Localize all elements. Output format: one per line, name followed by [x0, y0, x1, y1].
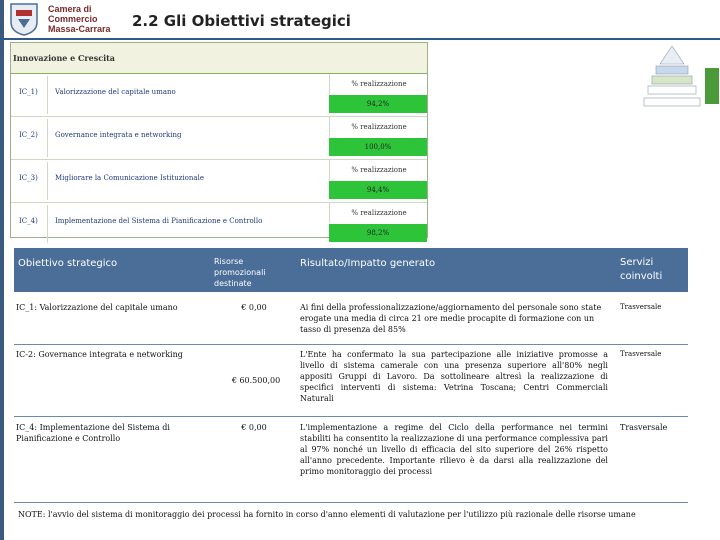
metric-value: 94,4% — [329, 181, 427, 199]
row1-services: Trasversale — [620, 303, 662, 311]
objectives-panel — [10, 42, 428, 238]
objective-label: Governance integrata e networking — [55, 131, 182, 139]
header-result: Risultato/Impatto generato — [300, 258, 436, 269]
objective-code: IC_4) — [19, 217, 38, 225]
objective-label: Implementazione del Sistema di Pianificazione e Controllo — [55, 217, 263, 225]
objective-row — [11, 203, 427, 245]
row3-services: Trasversale — [620, 423, 668, 432]
header-resources: Risorse promozionali destinate — [214, 257, 266, 288]
row3-result: L'implementazione a regime del Ciclo della performance nei termini stabiliti ha consentito la realizzazione di una performance complessiva pari al 97% nonché un livello di efficacia del sito superiore del 26% rispetto all'anno precedente. Importante rilievo è da darsi alla realizzazione del primo monitoraggio dei processi — [300, 423, 608, 476]
table-note: NOTE: l'avvio del sistema di monitoraggio dei processi ha fornito in corso d'anno elementi di valutazione per l'utilizzo più razionale delle risorse umane — [18, 510, 636, 519]
results-table — [10, 248, 672, 530]
row3-objective: IC_4: Implementazione del Sistema di Pianificazione e Controllo — [16, 423, 170, 443]
header-objective: Obiettivo strategico — [18, 258, 118, 269]
metric-label: % realizzazione — [329, 203, 428, 223]
row1-resources: € 0,00 — [241, 303, 267, 312]
page-title: 2.2 Gli Obiettivi strategici — [132, 12, 351, 30]
row-separator — [14, 416, 688, 417]
metric-value: 100,0% — [329, 138, 427, 156]
metric-value: 98,2% — [329, 224, 427, 242]
header-divider — [0, 38, 720, 40]
chamber-logo — [8, 2, 128, 36]
objective-code: IC_2) — [19, 131, 38, 139]
org-line-2: Massa-Carrara — [48, 24, 111, 34]
slide-left-accent-bar — [0, 0, 4, 540]
objective-label: Migliorare la Comunicazione Istituzionale — [55, 174, 204, 182]
metric-label: % realizzazione — [329, 160, 428, 180]
row2-result: L'Ente ha confermato la sua partecipazione alle iniziative promosse a livello di sistema camerale con una presenza superiore all'80% negli appositi Gruppi di Lavoro. Da sottolineare altresì la realizzazione di specifici interventi di sistema: Vetrina Toscana; Centri Commerciali Naturali — [300, 350, 608, 403]
row2-services: Trasversale — [620, 350, 662, 358]
metric-value: 94,2% — [329, 95, 427, 113]
chamber-name — [48, 4, 128, 34]
objective-row — [11, 117, 427, 160]
objective-row — [11, 160, 427, 203]
header-services: Servizi coinvolti — [620, 257, 663, 282]
row3-resources: € 0,00 — [241, 423, 267, 432]
objective-code: IC_1) — [19, 88, 38, 96]
row-divider — [47, 205, 48, 243]
crest-icon — [8, 2, 40, 36]
objectives-panel-header — [11, 43, 427, 74]
metric-label: % realizzazione — [329, 117, 428, 137]
table-header-row — [14, 248, 688, 292]
org-line-1: Camera di Commercio — [48, 4, 98, 24]
row1-result: Ai fini della professionalizzazione/aggiornamento del personale sono state erogate una media di circa 21 ore medie procapite di formazione con un tasso di presenza del 85% — [300, 303, 602, 334]
row2-resources: € 60.500,00 — [231, 376, 281, 385]
row1-objective: IC_1: Valorizzazione del capitale umano — [16, 303, 178, 312]
row2-objective: IC-2: Governance integrata e networking — [16, 350, 183, 359]
row-separator — [14, 344, 688, 345]
metric-label: % realizzazione — [329, 74, 428, 94]
row-divider — [47, 76, 48, 114]
objective-code: IC_3) — [19, 174, 38, 182]
row-divider — [47, 119, 48, 157]
objective-row — [11, 74, 427, 117]
strategy-pyramid-icon — [640, 42, 704, 110]
side-tab-marker — [705, 68, 719, 104]
objective-label: Valorizzazione del capitale umano — [55, 88, 176, 96]
row-separator — [14, 502, 688, 503]
row-divider — [47, 162, 48, 200]
objectives-panel-title: Innovazione e Crescita — [13, 53, 115, 63]
